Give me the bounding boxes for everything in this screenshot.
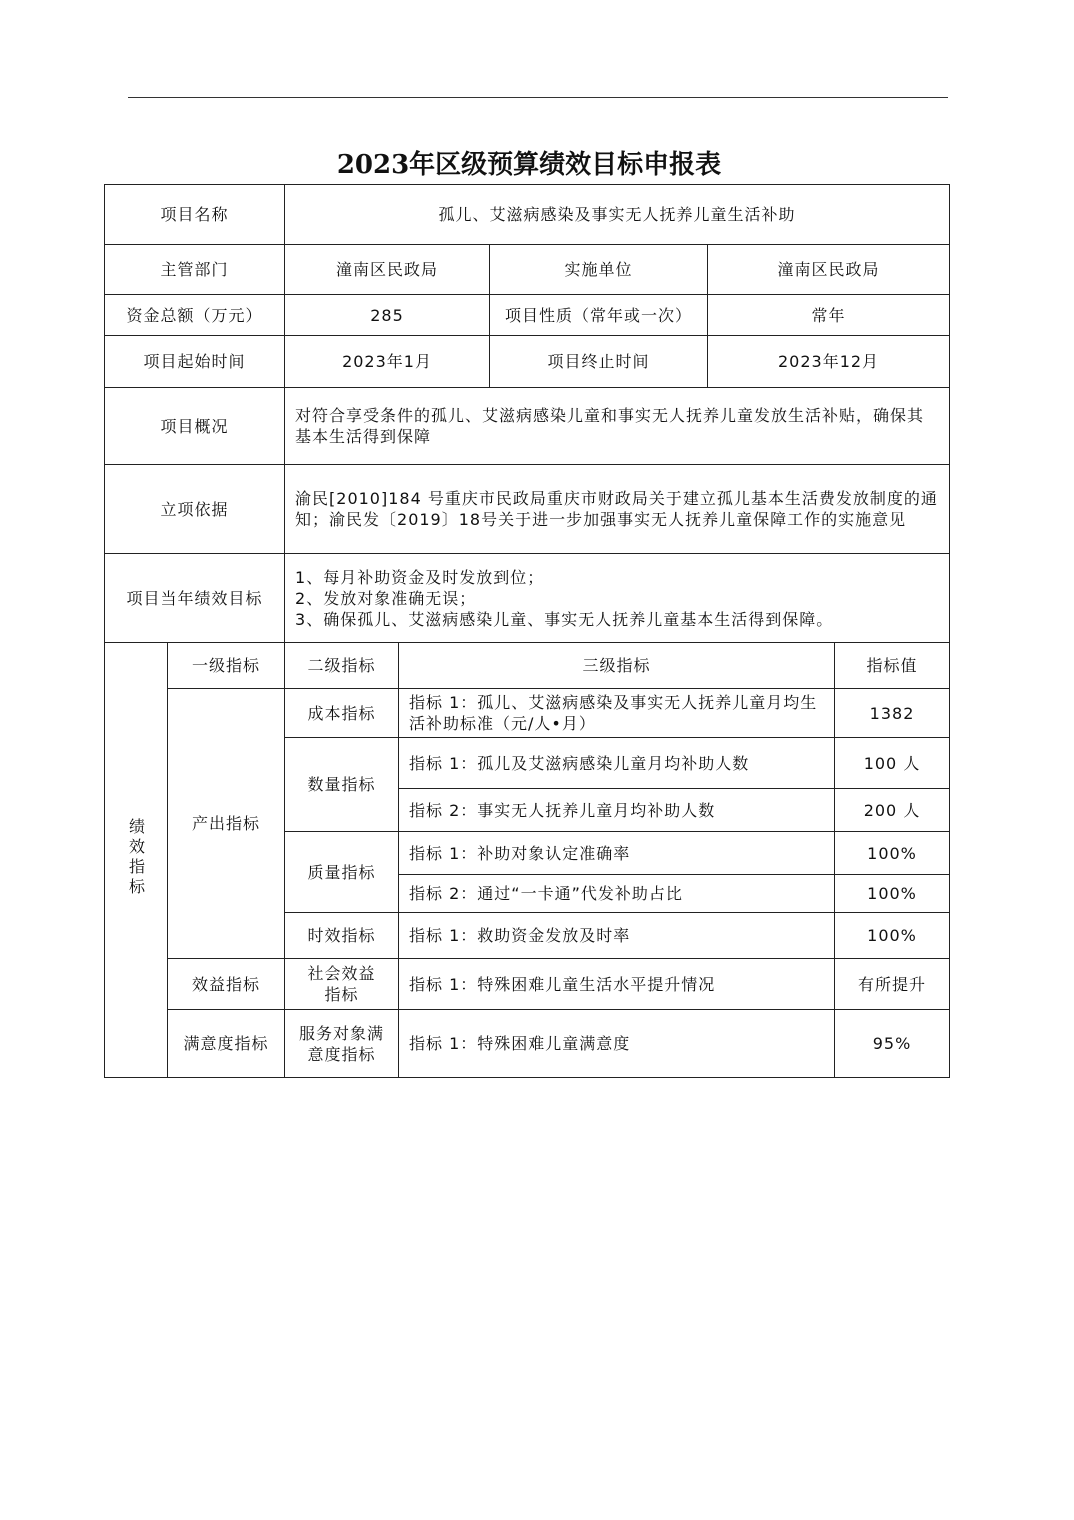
indicator-text: 指标 1：补助对象认定准确率: [399, 832, 835, 875]
goal-item: 2、发放对象准确无误；: [295, 588, 477, 608]
basis-label: 立项依据: [105, 465, 285, 554]
section-label: 绩效指标: [105, 643, 168, 1078]
impl-label: 实施单位: [490, 245, 708, 295]
goal-item: 1、每月补助资金及时发放到位；: [295, 567, 545, 587]
indicator-value: 95%: [835, 1010, 950, 1078]
dept: 潼南区民政局: [285, 245, 490, 295]
indicator-value: 1382: [835, 689, 950, 738]
indicator-text: 指标 1：救助资金发放及时率: [399, 913, 835, 959]
indicator-value: 100%: [835, 875, 950, 913]
l2-timeliness: 时效指标: [285, 913, 399, 959]
indicator-value: 有所提升: [835, 959, 950, 1010]
header-l1: 一级指标: [168, 643, 285, 689]
basis: 渝民[2010]184 号重庆市民政局重庆市财政局关于建立孤儿基本生活费发放制度的通知；渝民发〔2019〕18号关于进一步加强事实无人抚养儿童保障工作的实施意见: [285, 465, 950, 554]
impl: 潼南区民政局: [708, 245, 950, 295]
indicator-value: 200 人: [835, 789, 950, 832]
header-rule: [128, 97, 948, 98]
l2-service-satisfaction: 服务对象满意度指标: [285, 1010, 399, 1078]
end-label: 项目终止时间: [490, 336, 708, 388]
header-l3: 三级指标: [399, 643, 835, 689]
goals: [285, 554, 950, 643]
fund-label: 资金总额（万元）: [105, 295, 285, 336]
header-value: 指标值: [835, 643, 950, 689]
nature-label: 项目性质（常年或一次）: [490, 295, 708, 336]
performance-form-table: [104, 184, 950, 1078]
overview-label: 项目概况: [105, 388, 285, 465]
indicator-text: 指标 1：孤儿及艾滋病感染儿童月均补助人数: [399, 738, 835, 789]
indicator-text: 指标 1：特殊困难儿童满意度: [399, 1010, 835, 1078]
start-label: 项目起始时间: [105, 336, 285, 388]
goal-item: 3、确保孤儿、艾滋病感染儿童、事实无人抚养儿童基本生活得到保障。: [295, 609, 834, 629]
indicator-text: 指标 2：事实无人抚养儿童月均补助人数: [399, 789, 835, 832]
overview: 对符合享受条件的孤儿、艾滋病感染儿童和事实无人抚养儿童发放生活补贴，确保其基本生活得到保障: [285, 388, 950, 465]
start: 2023年1月: [285, 336, 490, 388]
l2-quality: 质量指标: [285, 832, 399, 913]
l1-benefit: 效益指标: [168, 959, 285, 1010]
l2-cost: 成本指标: [285, 689, 399, 738]
indicator-text: 指标 2：通过“一卡通”代发补助占比: [399, 875, 835, 913]
indicator-text: 指标 1：孤儿、艾滋病感染及事实无人抚养儿童月均生活补助标准（元/人•月）: [399, 689, 835, 738]
l2-social-benefit: 社会效益指标: [285, 959, 399, 1010]
goal-label: 项目当年绩效目标: [105, 554, 285, 643]
l2-quantity: 数量指标: [285, 738, 399, 832]
project-name: 孤儿、艾滋病感染及事实无人抚养儿童生活补助: [285, 185, 950, 245]
l1-satisfaction: 满意度指标: [168, 1010, 285, 1078]
header-l2: 二级指标: [285, 643, 399, 689]
indicator-value: 100 人: [835, 738, 950, 789]
indicator-text: 指标 1：特殊困难儿童生活水平提升情况: [399, 959, 835, 1010]
nature: 常年: [708, 295, 950, 336]
fund: 285: [285, 295, 490, 336]
page-title: 2023年区级预算绩效目标申报表: [336, 150, 722, 180]
project-name-label: 项目名称: [105, 185, 285, 245]
indicator-value: 100%: [835, 832, 950, 875]
end: 2023年12月: [708, 336, 950, 388]
indicator-value: 100%: [835, 913, 950, 959]
l1-output: 产出指标: [168, 689, 285, 959]
dept-label: 主管部门: [105, 245, 285, 295]
